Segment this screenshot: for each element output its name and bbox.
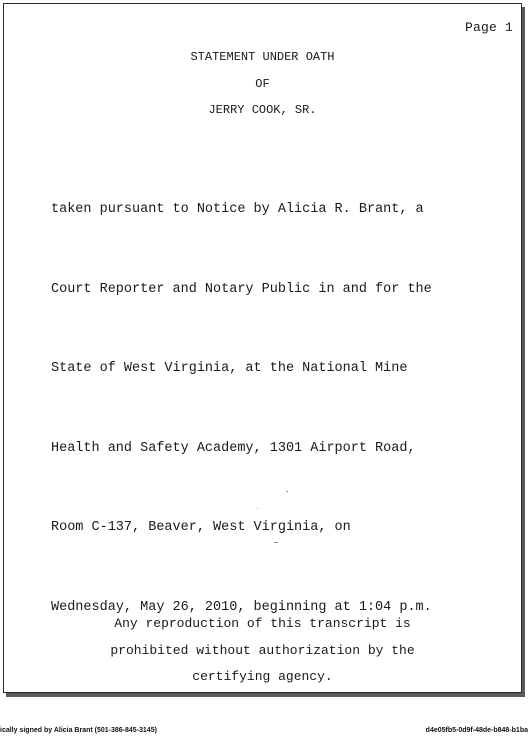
title-of: OF (255, 76, 270, 91)
signature-footer (0, 727, 528, 741)
transcript-page (3, 3, 522, 693)
title-name: JERRY COOK, SR. (208, 103, 317, 117)
scan-speck (257, 508, 258, 509)
signature-text: ically signed by Alicia Brant (501-386-845-3145) (0, 727, 157, 734)
body-line: Health and Safety Academy, 1301 Airport Road, (51, 440, 416, 456)
body-line: Court Reporter and Notary Public in and for the (51, 281, 432, 297)
title-heading: STATEMENT UNDER OATH (190, 50, 335, 64)
document-id: d4e05fb5-0d9f-48de-b848-b1ba (425, 727, 528, 734)
body-line: taken pursuant to Notice by Alicia R. Brant, a (51, 202, 424, 217)
scan-speck (286, 491, 288, 492)
notice-line: certifying agency. (192, 669, 333, 684)
body-line: State of West Virginia, at the National Mine (51, 361, 408, 376)
body-line: Room C-137, Beaver, West Virginia, on (51, 520, 351, 535)
notice-line: Any reproduction of this transcript is (114, 616, 411, 631)
scan-speck (274, 542, 278, 543)
statement-body (51, 144, 511, 674)
title-block (4, 44, 521, 124)
notice-line: prohibited without authorization by the (110, 642, 415, 658)
body-line: Wednesday, May 26, 2010, beginning at 1:04 p.m. (51, 599, 432, 615)
page-number: Page 1 (464, 20, 513, 35)
reproduction-notice (4, 611, 521, 691)
